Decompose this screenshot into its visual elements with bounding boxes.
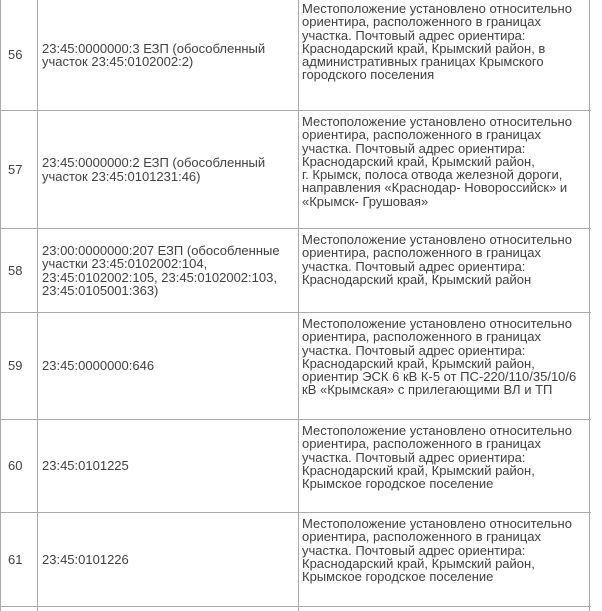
table-row-partial [1, 607, 591, 611]
row-number-cell: 59 [1, 313, 38, 419]
row-number-cell [1, 607, 38, 611]
location-cell: Местоположение установлено относительно ориентира, расположенного в границах участка. Почтовый адрес ориентира: Краснодарский край, Крымский район, в административных границах Крымского городского поселения [299, 0, 590, 110]
cadastral-number-cell: 23:45:0000000:2 ЕЗП (обособленный участок 23:45:0101231:46) [38, 111, 299, 228]
row-number-cell: 57 [1, 111, 38, 228]
table-row [1, 313, 591, 420]
table-row [1, 420, 591, 513]
cadastral-number-cell: 23:45:0000000:646 [38, 313, 299, 419]
cadastral-number-cell: 23:00:0000000:207 ЕЗП (обособленные участки 23:45:0102002:104, 23:45:0102002:105, 23:45:0102002:103, 23:45:0105001:363) [38, 229, 299, 312]
cadastral-number-cell: 23:45:0101225 [38, 420, 299, 512]
row-number-cell: 60 [1, 420, 38, 512]
location-cell: Местоположение установлено относительно ориентира, расположенного в границах участка. Почтовый адрес ориентира: Краснодарский край, Крымский район, г. Крымск, полоса отвода железной дороги, направления «Краснодар- Новороссийск» и «Крымск- Грушовая» [299, 111, 590, 228]
row-number-cell: 58 [1, 229, 38, 312]
table-row [1, 0, 591, 111]
table-row [1, 111, 591, 229]
row-number-cell: 56 [1, 0, 38, 110]
location-cell: Местоположение установлено относительно ориентира, расположенного в границах участка. Почтовый адрес ориентира: Краснодарский край, Крымский район [299, 229, 590, 312]
row-number-cell: 61 [1, 513, 38, 606]
location-cell [299, 607, 590, 611]
cadastral-number-cell [38, 607, 299, 611]
table-row [1, 513, 591, 607]
cadastral-number-cell: 23:45:0000000:3 ЕЗП (обособленный участок 23:45:0102002:2) [38, 0, 299, 110]
location-cell: Местоположение установлено относительно ориентира, расположенного в границах участка. Почтовый адрес ориентира: Краснодарский край, Крымский район, Крымское городское поселение [299, 513, 590, 606]
cadastral-number-cell: 23:45:0101226 [38, 513, 299, 606]
location-cell: Местоположение установлено относительно ориентира, расположенного в границах участка. Почтовый адрес ориентира: Краснодарский край, Крымский район, Крымское городское поселение [299, 420, 590, 512]
table-row [1, 229, 591, 313]
location-cell: Местоположение установлено относительно ориентира, расположенного в границах участка. Почтовый адрес ориентира: Краснодарский край, Крымский район, ориентир ЭСК 6 кВ К-5 от ПС-220/110/35/10/6 кВ «Крымская» с прилегающими ВЛ и ТП [299, 313, 590, 419]
